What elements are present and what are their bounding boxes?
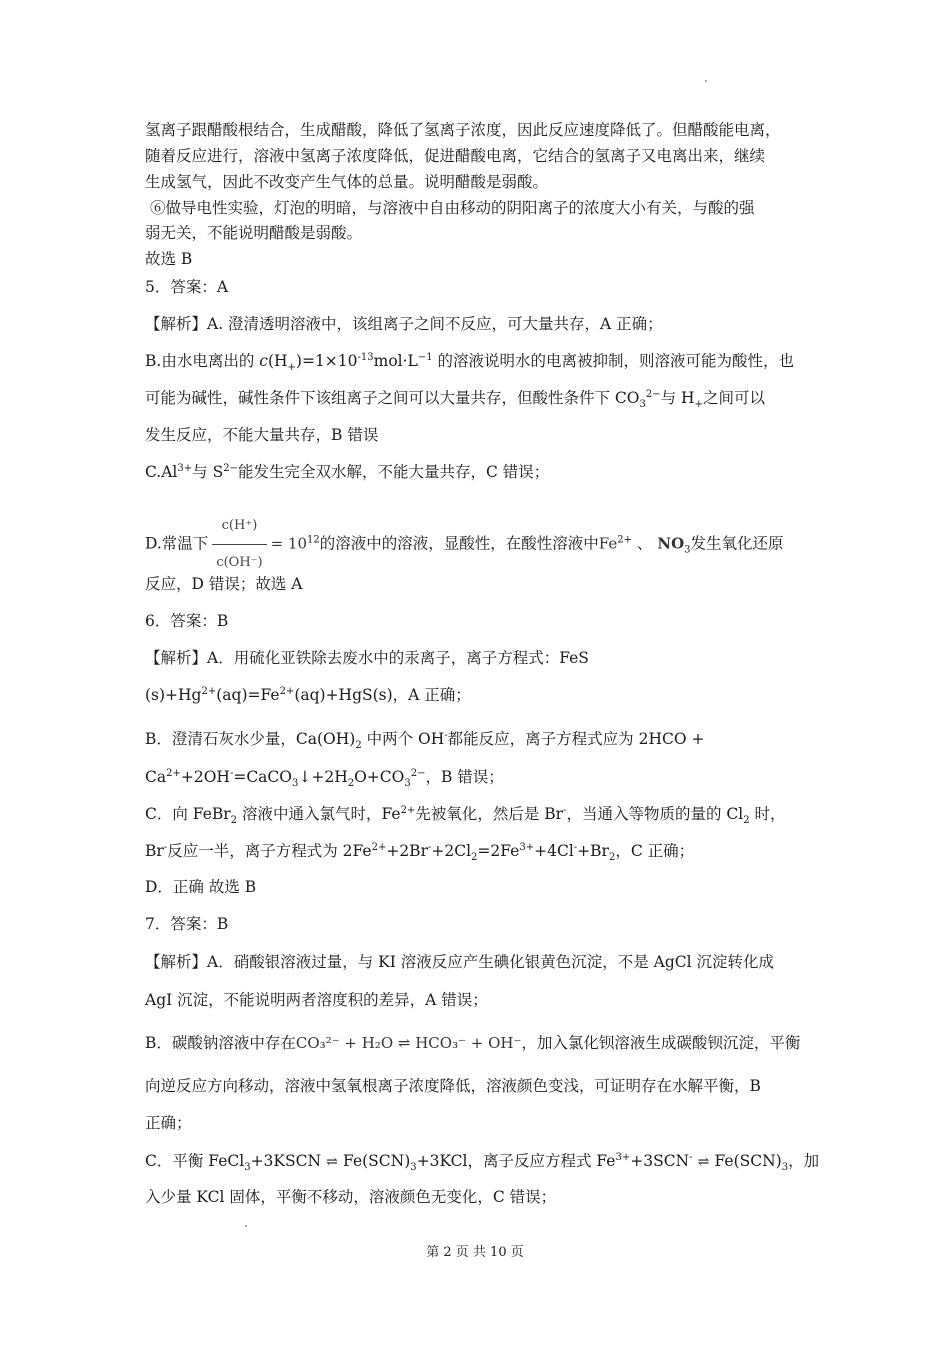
analysis-7b: B．碳酸钠溶液中存在CO₃²⁻ + H₂O ⇌ HCO₃⁻ + OH⁻，加入氯化钡溶液生成碳酸钡沉淀，平衡 bbox=[145, 1034, 801, 1052]
analysis-6b-line2: $Ca^{2+}+2OH^-=CaCO_3↓+2H_2O+CO_3^{2-}$，B 错误； bbox=[145, 767, 504, 790]
paragraph-line: 故选 B bbox=[145, 250, 193, 268]
scan-dot bbox=[245, 1225, 247, 1227]
answer-7: 7．答案：B bbox=[145, 915, 229, 933]
paragraph-line: 弱无关，不能说明醋酸是弱酸。 bbox=[145, 224, 363, 242]
analysis-7c: C．平衡 FeCl$_3$+3KSCN ⇌ $Fe(SCN)_3+3KCl$，离子反应方程式 $Fe^{3+}+3SCN^-$ ⇌ $Fe(SCN)_3$，加 bbox=[145, 1151, 820, 1174]
analysis-5c: $C.Al^{3+}$与 $S^{2-}$能发生完全双水解，不能大量共存，C 错误； bbox=[145, 462, 550, 481]
analysis-6a: 【解析】A．用硫化亚铁除去废水中的汞离子，离子方程式：FeS bbox=[145, 649, 589, 667]
analysis-5a: 【解析】A. 澄清透明溶液中，该组离子之间不反应，可大量共存，A 正确； bbox=[145, 315, 663, 333]
answer-5: 5．答案：A bbox=[145, 278, 229, 296]
analysis-5b-line2: 可能为碱性，碱性条件下该组离子之间可以大量共存，但酸性条件下 $CO_3^{2-}$与 $H_+$之间可以 bbox=[145, 388, 765, 411]
answer-6: 6．答案：B bbox=[145, 612, 229, 630]
analysis-7a: 【解析】A．硝酸银溶液过量，与 KI 溶液反应产生碘化银黄色沉淀，不是 AgCl 沉淀转化成 bbox=[145, 953, 775, 971]
analysis-6d: D．正确 故选 B bbox=[145, 878, 257, 896]
paragraph-line: 生成氢气，因此不改变产生气体的总量。说明醋酸是弱酸。 bbox=[145, 173, 549, 191]
analysis-7c-line2: 入少量 KCl 固体，平衡不移动，溶液颜色无变化，C 错误； bbox=[145, 1188, 557, 1206]
paragraph-line: 氢离子跟醋酸根结合，生成醋酸，降低了氢离子浓度，因此反应速度降低了。但醋酸能电离， bbox=[145, 121, 781, 139]
analysis-7a-line2: AgI 沉淀，不能说明两者溶度积的差异，A 错误； bbox=[145, 991, 488, 1009]
analysis-5d-line2: 反应，D 错误；故选 A bbox=[145, 575, 303, 593]
scan-dot bbox=[705, 80, 707, 82]
concentration-fraction: $\frac{c(H^+)}{c(OH^-)}$ bbox=[212, 508, 266, 581]
analysis-7b-line2: 向逆反应方向移动，溶液中氢氧根离子浓度降低，溶液颜色变浅，可证明存在水解平衡，B bbox=[145, 1077, 761, 1095]
analysis-6b: B．澄清石灰水少量，$Ca(OH)_2$ 中两个 OH-都能反应，离子方程式应为 2HCO + bbox=[145, 729, 705, 752]
paragraph-line: 随着反应进行，溶液中氢离子浓度降低，促进醋酸电离，它结合的氢离子又电离出来，继续 bbox=[145, 147, 766, 165]
analysis-6a-line2: $(s)+Hg^{2+}(aq)=Fe^{2+}(aq)+HgS(s)$，A 正确； bbox=[145, 685, 471, 704]
analysis-5b-line1: B.由水电离出的 $c(H_+)=1\times 10^{-13}mol\cdot L^{-1}$ 的溶液说明水的电离被抑制，则溶液可能为酸性，也 bbox=[145, 351, 795, 374]
analysis-6c-line2: Br-反应一半，离子方程式为 $2Fe^{2+}+2Br^-+2Cl_2=2Fe^{3+}+4Cl^-+Br_2$，C 正确； bbox=[145, 841, 695, 864]
analysis-7b-line3: 正确； bbox=[145, 1114, 192, 1132]
page-footer: 第 2 页 共 10 页 bbox=[426, 1245, 524, 1260]
paragraph-line: ⑥做导电性实验，灯泡的明暗，与溶液中自由移动的阴阳离子的浓度大小有关，与酸的强 bbox=[150, 199, 755, 217]
analysis-6c: C．向 FeBr$_2$ 溶液中通入氯气时，$Fe^{2+}$先被氧化，然后是 Br-，当通入等物质的量的 $Cl_2$ 时， bbox=[145, 804, 786, 827]
analysis-5d-line1: D.常温下 $\frac{c(H^+)}{c(OH^-)}$ = $10^{12}$的溶液中的溶液，显酸性，在酸性溶液中$Fe^{2+}$ 、 $NO_3$发生氧化还原 bbox=[145, 508, 810, 581]
analysis-5b-line3: 发生反应，不能大量共存，B 错误 bbox=[145, 426, 379, 444]
